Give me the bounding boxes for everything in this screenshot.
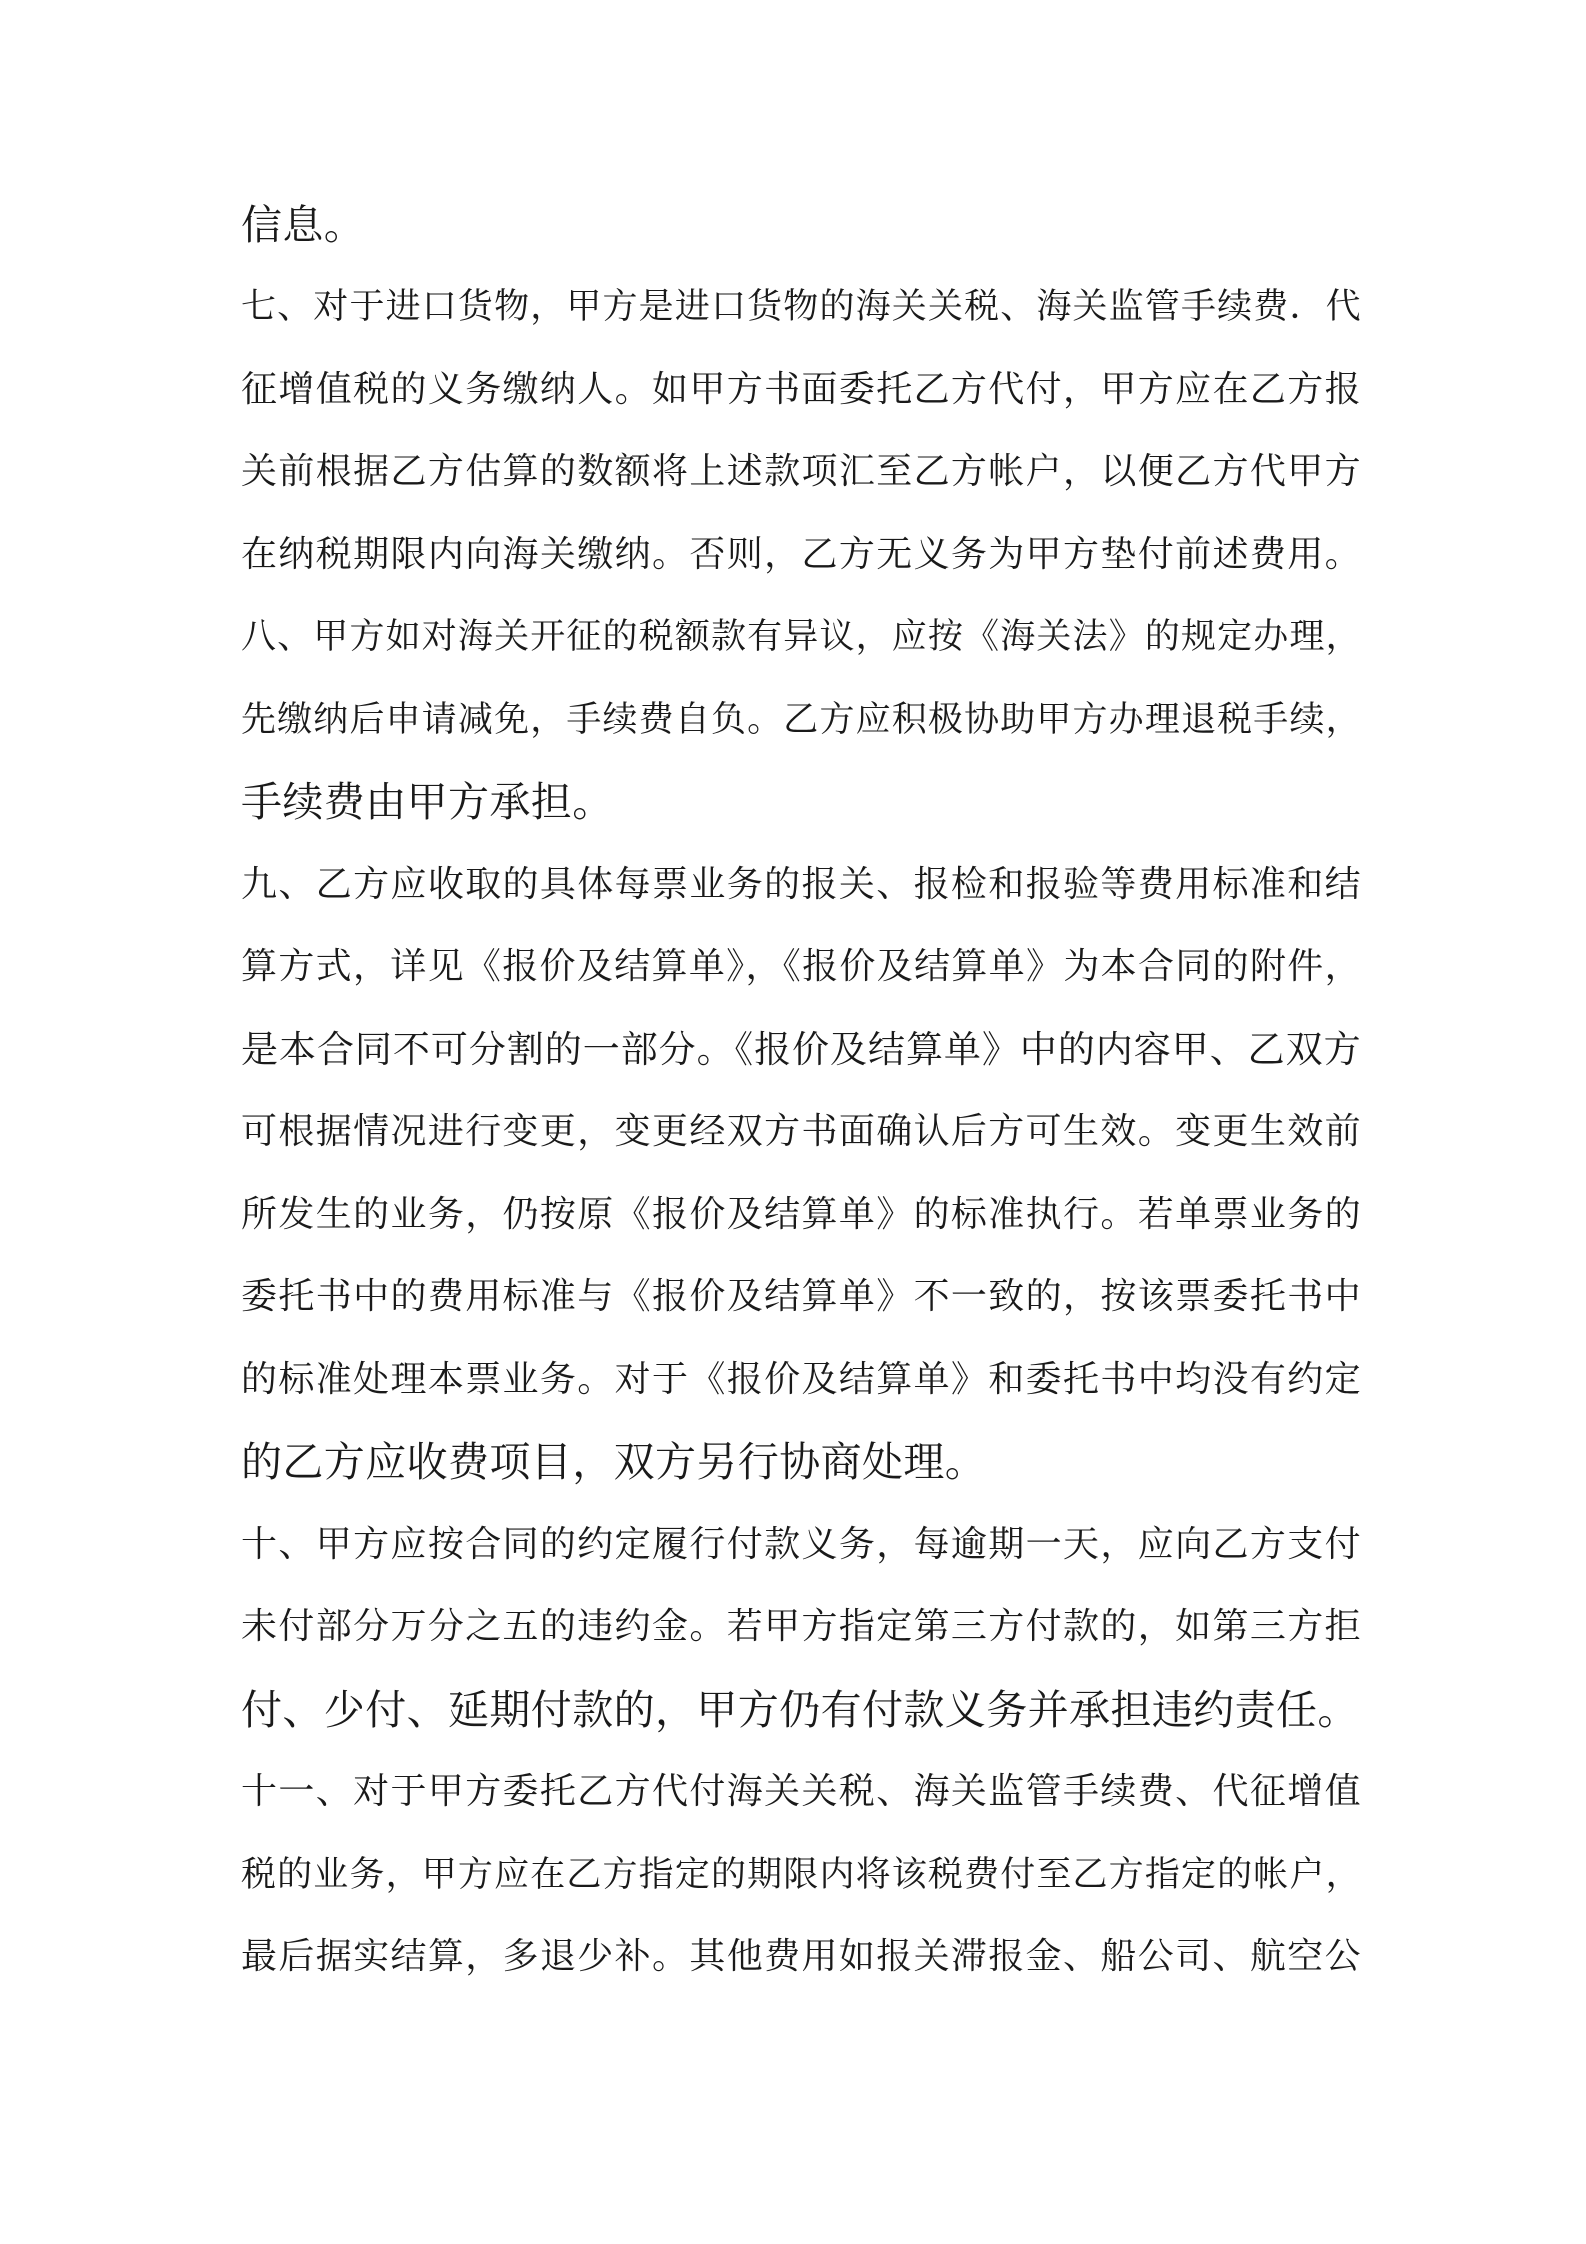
text-line: 手续费由甲方承担。 bbox=[241, 778, 614, 826]
text-line: 未付部分万分之五的违约金。若甲方指定第三方付款的，如第三方拒 bbox=[241, 1606, 1361, 1647]
text-line: 可根据情况进行变更，变更经双方书面确认后方可生效。变更生效前 bbox=[241, 1111, 1361, 1152]
text-line: 付、少付、延期付款的，甲方仍有付款义务并承担违约责任。 bbox=[241, 1686, 1359, 1734]
text-line: 是本合同不可分割的一部分。《报价及结算单》中的内容甲、乙双方 bbox=[241, 1028, 1361, 1071]
text-line: 先缴纳后申请减免，手续费自负。乙方应积极协助甲方办理退税手续， bbox=[241, 700, 1361, 740]
text-line: 征增值税的义务缴纳人。如甲方书面委托乙方代付，甲方应在乙方报 bbox=[241, 369, 1361, 410]
text-line: 七、对于进口货物，甲方是进口货物的海关关税、海关监管手续费．代 bbox=[241, 287, 1361, 327]
text-line: 九、乙方应收取的具体每票业务的报关、报检和报验等费用标准和结 bbox=[241, 864, 1361, 905]
text-line: 十一、对于甲方委托乙方代付海关关税、海关监管手续费、代征增值 bbox=[241, 1771, 1361, 1812]
text-line: 的标准处理本票业务。对于《报价及结算单》和委托书中均没有约定 bbox=[241, 1359, 1361, 1400]
text-line: 十、甲方应按合同的约定履行付款义务，每逾期一天，应向乙方支付 bbox=[241, 1524, 1361, 1565]
text-line: 信息。 bbox=[241, 201, 366, 249]
text-line: 委托书中的费用标准与《报价及结算单》不一致的，按该票委托书中 bbox=[241, 1276, 1361, 1317]
text-line: 最后据实结算，多退少补。其他费用如报关滞报金、船公司、航空公 bbox=[241, 1936, 1361, 1977]
text-line: 八、甲方如对海关开征的税额款有异议，应按《海关法》的规定办理， bbox=[241, 617, 1361, 657]
text-line: 的乙方应收费项目，双方另行协商处理。 bbox=[241, 1438, 987, 1486]
text-line: 算方式，详见《报价及结算单》，《报价及结算单》为本合同的附件， bbox=[241, 946, 1361, 987]
text-line: 税的业务，甲方应在乙方指定的期限内将该税费付至乙方指定的帐户， bbox=[241, 1855, 1361, 1895]
text-line: 在纳税期限内向海关缴纳。否则，乙方无义务为甲方垫付前述费用。 bbox=[241, 534, 1361, 575]
text-line: 所发生的业务，仍按原《报价及结算单》的标准执行。若单票业务的 bbox=[241, 1194, 1361, 1235]
text-line: 关前根据乙方估算的数额将上述款项汇至乙方帐户，以便乙方代甲方 bbox=[241, 451, 1361, 492]
